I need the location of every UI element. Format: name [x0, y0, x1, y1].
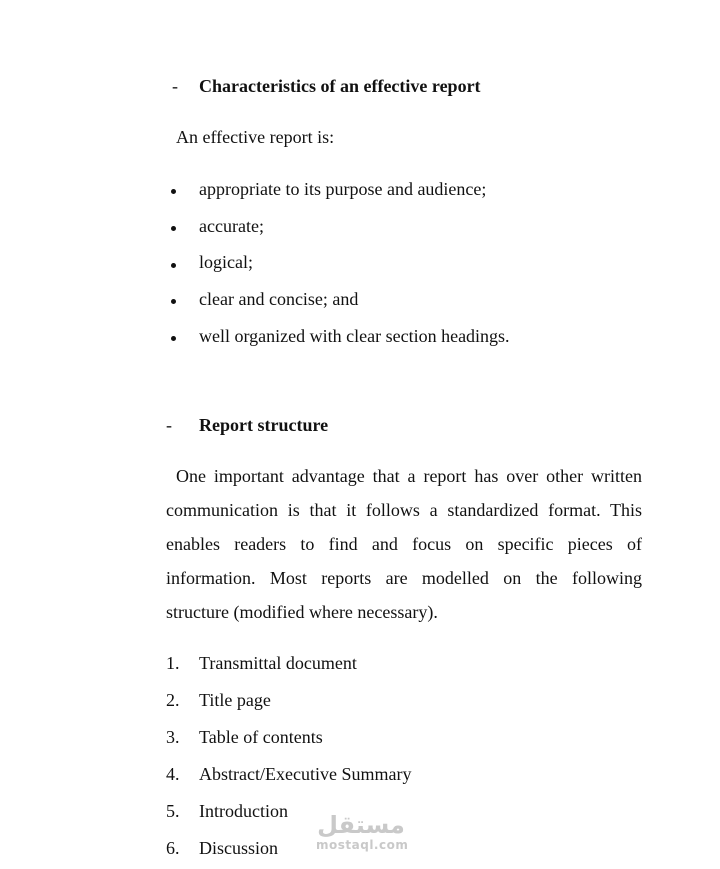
- bullet-dot: [171, 336, 176, 341]
- section-heading-characteristics: Characteristics of an effective report: [199, 76, 481, 96]
- bullet-text: accurate;: [199, 216, 264, 236]
- heading-dash: -: [172, 76, 178, 96]
- paragraph-line: One important advantage that a report has over other written: [176, 466, 642, 486]
- bullet-dot: [171, 226, 176, 231]
- section-heading-report-structure: Report structure: [199, 415, 329, 435]
- bullet-dot: [171, 263, 176, 268]
- bullet-text: clear and concise; and: [199, 289, 359, 309]
- watermark-latin-text: mostaql.com: [316, 838, 409, 852]
- list-number: 4.: [166, 764, 180, 784]
- bullet-dot: [171, 189, 176, 194]
- body-paragraph: [166, 459, 642, 629]
- bullet-dot: [171, 299, 176, 304]
- list-text: Table of contents: [199, 727, 323, 747]
- mostaql-watermark: [316, 811, 409, 852]
- paragraph-line: structure (modified where necessary).: [166, 602, 438, 622]
- paragraph-line: information. Most reports are modelled on the following: [166, 568, 642, 588]
- bullet-text: well organized with clear section headings.: [199, 326, 510, 346]
- intro-text: An effective report is:: [176, 127, 335, 147]
- list-text: Title page: [199, 690, 271, 710]
- list-text: Introduction: [199, 801, 288, 821]
- list-number: 3.: [166, 727, 180, 747]
- bullet-text: logical;: [199, 252, 253, 272]
- bullet-text: appropriate to its purpose and audience;: [199, 179, 487, 199]
- list-number: 5.: [166, 801, 180, 821]
- list-number: 1.: [166, 653, 180, 673]
- paragraph-line: enables readers to find and focus on specific pieces of: [166, 534, 642, 554]
- list-text: Discussion: [199, 838, 279, 858]
- paragraph-line: communication is that it follows a standardized format. This: [166, 500, 642, 520]
- watermark-arabic-text: مستقل: [317, 811, 405, 839]
- list-text: Transmittal document: [199, 653, 357, 673]
- heading-dash: -: [166, 415, 172, 435]
- list-number: 2.: [166, 690, 180, 710]
- list-number: 6.: [166, 838, 180, 858]
- list-text: Abstract/Executive Summary: [199, 764, 412, 784]
